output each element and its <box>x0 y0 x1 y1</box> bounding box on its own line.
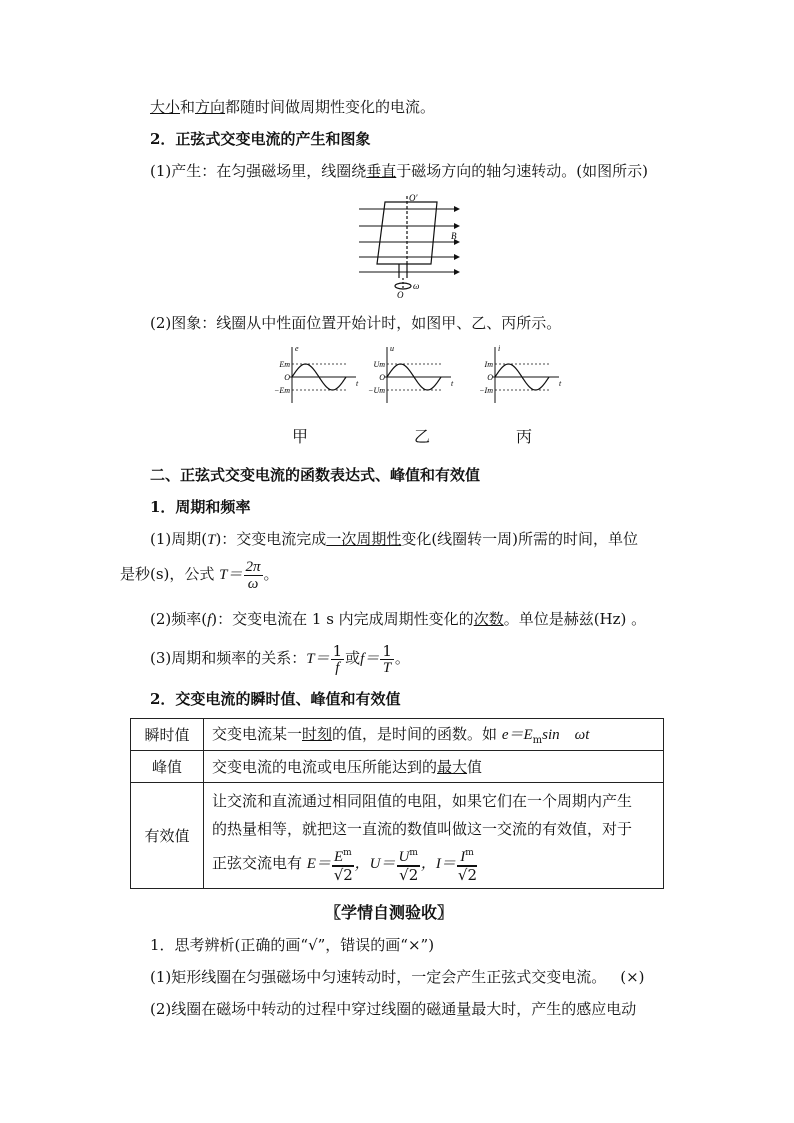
text: 交变电流某一 <box>212 725 303 743</box>
field-label-b: B <box>451 231 457 241</box>
frequency-definition <box>150 608 646 631</box>
numerator: U <box>398 849 410 865</box>
answer-mark: (×) <box>620 968 645 986</box>
question-1-instruction: 1．思考辨析(正确的画“√”，错误的画“×”) <box>150 936 435 954</box>
intro-line <box>150 96 435 118</box>
row-content <box>204 719 664 751</box>
text: 。 <box>394 649 410 667</box>
symbol: T <box>207 532 216 548</box>
section-heading-2: 二、正弦式交变电流的函数表达式、峰值和有效值 <box>150 466 481 484</box>
fraction <box>332 845 354 883</box>
underlined-term: 一次周期性 <box>326 530 402 548</box>
text: 。 <box>263 565 279 583</box>
text: (1)周期( <box>150 530 208 548</box>
coil-frame <box>377 196 437 290</box>
question-1b: (2)线圈在磁场中转动的过程中穿过线圈的磁通量最大时，产生的感应电动 <box>150 1000 637 1018</box>
formula: ，U＝ <box>354 856 396 872</box>
numerator: 1 <box>382 641 392 660</box>
underlined-term: 方向 <box>195 98 226 116</box>
origin-label: O <box>487 373 493 382</box>
text: 的热量相等，就把这一直流的数值叫做这一交流的有效值，对于 <box>212 820 633 838</box>
trough-label: −Im <box>479 386 493 395</box>
subscript: m <box>409 848 418 858</box>
denominator: √2 <box>397 866 420 883</box>
subheading-period-frequency: 1．周期和频率 <box>150 498 251 516</box>
fraction <box>457 845 477 883</box>
text: (3)周期和频率的关系： <box>150 649 307 667</box>
magnetic-field-lines <box>359 209 459 272</box>
subscript: m <box>465 848 474 858</box>
text: 正弦交流电有 <box>212 854 307 872</box>
peak-label: Em <box>279 360 290 369</box>
denominator: T <box>382 659 392 676</box>
numerator: 1 <box>332 641 343 660</box>
banner-self-test: 〖学情自测验收〗 <box>325 903 454 922</box>
formula: f＝ <box>360 651 380 667</box>
sine-graph-2 <box>367 343 457 405</box>
row-header: 峰值 <box>131 751 204 783</box>
text: 或 <box>345 649 361 667</box>
symbol: f <box>207 612 212 628</box>
text: 变化(线圈转一周)所需的时间，单位 <box>401 530 639 548</box>
graph-caption: 乙 <box>414 427 431 446</box>
fraction <box>244 559 263 592</box>
x-axis-label: t <box>559 379 562 388</box>
formula: ，I＝ <box>420 856 456 872</box>
paragraph-graphs: (2)图象：线圈从中性面位置开始计时，如图甲、乙、丙所示。 <box>150 314 562 332</box>
denominator: f <box>335 659 340 676</box>
underlined-term: 时刻 <box>302 725 333 743</box>
subheading-values: 2．交变电流的瞬时值、峰值和有效值 <box>150 690 401 708</box>
row-content <box>204 751 664 783</box>
subheading-2: 2．正弦式交变电流的产生和图象 <box>150 130 371 148</box>
underlined-term: 垂直 <box>366 162 397 180</box>
numerator: I <box>460 849 466 865</box>
text: )：交变电流在 1 s 内完成周期性变化的 <box>211 610 474 628</box>
underlined-term: 大小 <box>150 98 181 116</box>
denominator: √2 <box>457 866 478 884</box>
text: 让交流和直流通过相同阻值的电阻，如果它们在一个周期内产生 <box>212 792 633 810</box>
peak-label: Um <box>373 360 385 369</box>
text: (1)矩形线圈在匀强磁场中匀速转动时，一定会产生正弦式交变电流。 <box>150 968 607 986</box>
text: 于磁场方向的轴匀速转动。(如图所示) <box>396 162 648 180</box>
text: 交变电流的电流或电压所能达到的 <box>212 758 438 776</box>
formula: T＝ <box>306 651 330 667</box>
fraction <box>331 643 345 676</box>
denominator: √2 <box>333 866 353 884</box>
effective-value-formulas <box>212 843 655 884</box>
subscript: m <box>532 735 543 746</box>
formula: T＝ <box>219 567 243 583</box>
graph-caption: 丙 <box>516 427 533 446</box>
coil-figure <box>355 192 465 300</box>
question-1a <box>150 966 645 988</box>
text: 值 <box>467 758 483 776</box>
fraction <box>397 845 420 883</box>
text: 和 <box>180 98 196 116</box>
fraction <box>380 643 394 676</box>
sine-graph-1 <box>272 343 362 405</box>
numerator: E <box>333 849 344 865</box>
formula: E＝ <box>306 856 331 872</box>
axis-label-top: O′ <box>409 193 418 203</box>
table-row <box>131 751 664 783</box>
period-frequency-relation <box>150 641 410 676</box>
underlined-term: 次数 <box>473 610 504 628</box>
text: (1)产生：在匀强磁场里，线圈绕 <box>150 162 367 180</box>
omega-label: ω <box>413 281 420 291</box>
formula: e＝E <box>501 727 533 743</box>
paragraph-generation <box>150 160 648 182</box>
denominator: ω <box>247 575 259 592</box>
y-axis-label: u <box>390 344 394 353</box>
text: 。单位是赫兹(Hz) 。 <box>503 610 647 628</box>
text: 都随时间做周期性变化的电流。 <box>225 98 436 116</box>
text: 是秒(s)，公式 <box>120 565 220 583</box>
y-axis-label: i <box>498 344 501 353</box>
trough-label: −Em <box>273 386 290 395</box>
row-header: 瞬时值 <box>131 719 204 751</box>
table-row <box>131 719 664 751</box>
text: (2)频率( <box>150 610 208 628</box>
values-table <box>130 718 664 889</box>
y-axis-label: e <box>295 344 299 353</box>
trough-label: −Um <box>368 386 385 395</box>
axis-label-bottom: O <box>397 290 404 300</box>
row-content <box>204 783 664 889</box>
peak-label: Im <box>484 360 493 369</box>
x-axis-label: t <box>356 379 359 388</box>
formula: sin ωt <box>542 727 590 743</box>
graph-caption: 甲 <box>292 427 309 446</box>
subscript: m <box>343 848 352 858</box>
x-axis-label: t <box>451 379 454 388</box>
period-definition-line2 <box>120 557 279 592</box>
table-row <box>131 783 664 889</box>
origin-label: O <box>379 373 385 382</box>
numerator: 2π <box>245 558 261 575</box>
period-definition-line1 <box>150 528 638 551</box>
text: )：交变电流完成 <box>215 530 327 548</box>
origin-label: O <box>284 373 290 382</box>
underlined-term: 最大 <box>437 758 468 776</box>
row-header: 有效值 <box>131 783 204 889</box>
text: 的值，是时间的函数。如 <box>332 725 502 743</box>
sine-graph-3 <box>475 343 565 405</box>
